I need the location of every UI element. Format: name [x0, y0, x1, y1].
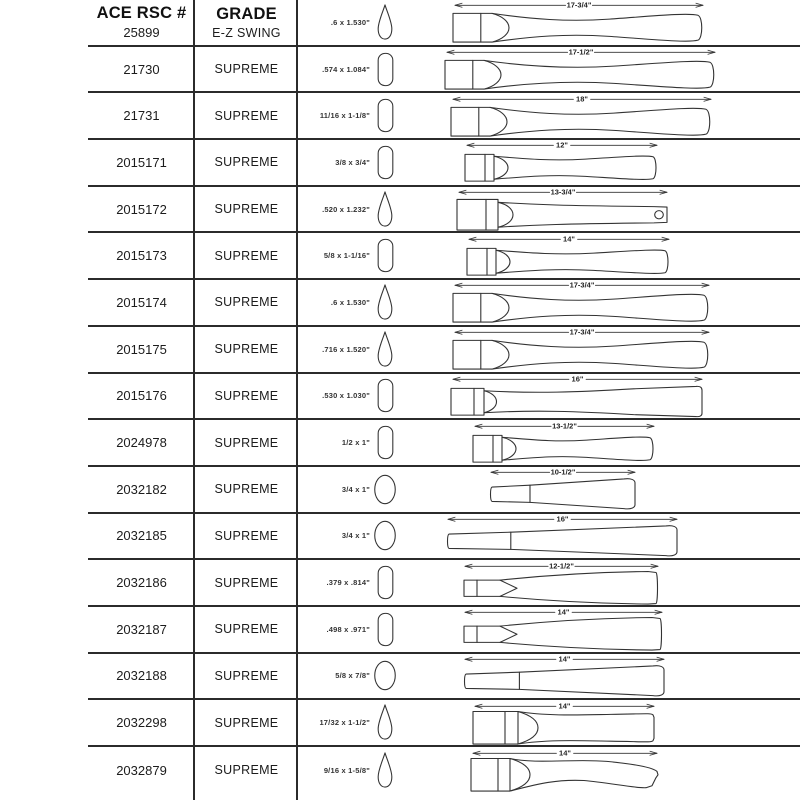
cell-grade — [195, 233, 298, 278]
eye-size-label: 5/8 x 7/8" — [335, 671, 370, 681]
grade-label: SUPREME — [214, 295, 279, 310]
grade-label: SUPREME — [214, 622, 279, 637]
grade-label: SUPREME — [214, 435, 279, 450]
handle-drawing — [400, 747, 800, 794]
length-dimension-label: 17-3/4" — [569, 281, 595, 291]
part-number: 2024978 — [116, 435, 167, 451]
part-number: 21730 — [123, 61, 160, 77]
cell-grade — [195, 607, 298, 652]
cell-grade — [195, 47, 298, 92]
length-dimension-label: 13-1/2" — [552, 421, 577, 431]
eye-size-label: 17/32 x 1-1/2" — [319, 718, 370, 728]
grade-label: E-Z SWING — [212, 25, 281, 40]
length-dimension-label: 14" — [559, 749, 571, 758]
handle-drawing — [400, 700, 800, 745]
cell-handle-spec — [298, 47, 800, 92]
eye-cross-section-icon — [370, 655, 400, 696]
length-dimension-label: 17-1/2" — [568, 47, 594, 57]
cell-part-number — [88, 467, 195, 512]
grade-label: SUPREME — [214, 342, 279, 357]
grade-label: SUPREME — [214, 575, 279, 590]
cell-grade — [195, 187, 298, 232]
cell-grade — [195, 700, 298, 745]
handle-drawing — [400, 187, 800, 232]
cell-handle-spec — [298, 747, 800, 794]
cell-grade — [195, 514, 298, 559]
eye-cross-section-icon — [370, 282, 400, 323]
part-number: 2015172 — [116, 201, 167, 217]
part-number: 2015174 — [116, 294, 167, 310]
grade-label: SUPREME — [214, 155, 279, 170]
part-number: 2015175 — [116, 341, 167, 357]
length-dimension-label: 14" — [563, 234, 575, 244]
part-number: 21731 — [123, 108, 160, 124]
cell-grade — [195, 280, 298, 325]
grade-label: SUPREME — [214, 62, 279, 77]
cell-grade — [195, 93, 298, 138]
handle-drawing — [400, 47, 800, 92]
cell-grade — [195, 560, 298, 605]
eye-cross-section-icon — [370, 375, 400, 416]
handle-drawing — [400, 514, 800, 559]
cell-part-number — [88, 374, 195, 419]
eye-cross-section-icon — [370, 702, 400, 743]
eye-cross-section-icon — [370, 142, 400, 183]
cell-handle-spec — [298, 514, 800, 559]
part-number: 2015176 — [116, 388, 167, 404]
cell-handle-spec — [298, 700, 800, 745]
eye-size-label: 3/8 x 3/4" — [335, 157, 370, 167]
column-divider-2 — [296, 0, 298, 800]
handle-drawing — [400, 233, 800, 278]
cell-handle-spec — [298, 374, 800, 419]
length-dimension-label: 18" — [576, 94, 588, 104]
cell-part-number — [88, 327, 195, 372]
cell-part-number — [88, 187, 195, 232]
handle-drawing — [400, 140, 800, 185]
cell-handle-spec — [298, 0, 800, 45]
part-number: 2032186 — [116, 575, 167, 591]
cell-part-number — [88, 654, 195, 699]
eye-cross-section-icon — [370, 609, 400, 650]
cell-part-number — [88, 560, 195, 605]
eye-cross-section-icon — [370, 2, 400, 43]
handle-drawing — [400, 0, 800, 45]
grade-label: SUPREME — [214, 715, 279, 730]
cell-handle-spec — [298, 654, 800, 699]
cell-part-number — [88, 280, 195, 325]
cell-part-number — [88, 140, 195, 185]
length-dimension-label: 16" — [556, 514, 569, 524]
part-number: 2015173 — [116, 248, 167, 264]
eye-cross-section-icon — [370, 750, 400, 791]
cell-part-number — [88, 747, 195, 794]
cell-handle-spec — [298, 93, 800, 138]
eye-size-label: .716 x 1.520" — [322, 344, 370, 354]
grade-label: SUPREME — [214, 248, 279, 263]
eye-size-label: .379 x .814" — [326, 578, 370, 588]
eye-size-label: .530 x 1.030" — [322, 391, 370, 401]
cell-part-number — [88, 700, 195, 745]
handle-drawing — [400, 327, 800, 372]
cell-handle-spec — [298, 467, 800, 512]
eye-size-label: .574 x 1.084" — [322, 64, 370, 74]
eye-size-label: .6 x 1.530" — [330, 17, 370, 27]
eye-size-label: 1/2 x 1" — [341, 438, 370, 448]
grade-label: SUPREME — [214, 482, 279, 497]
length-dimension-label: 17-3/4" — [569, 327, 595, 337]
part-number: 2032182 — [116, 481, 167, 497]
spec-table — [88, 0, 800, 800]
cell-grade — [195, 467, 298, 512]
cell-grade — [195, 747, 298, 794]
handle-drawing — [400, 280, 800, 325]
cell-grade — [195, 327, 298, 372]
cell-grade — [195, 374, 298, 419]
length-dimension-label: 13-3/4" — [550, 187, 576, 197]
cell-grade — [195, 0, 298, 45]
eye-cross-section-icon — [370, 95, 400, 136]
part-number: 25899 — [123, 25, 160, 41]
cell-handle-spec — [298, 187, 800, 232]
eye-cross-section-icon — [370, 515, 400, 556]
cell-handle-spec — [298, 327, 800, 372]
eye-size-label: .6 x 1.530" — [330, 297, 370, 307]
length-dimension-label: 17-3/4" — [566, 1, 592, 10]
eye-cross-section-icon — [370, 49, 400, 90]
grade-label: SUPREME — [214, 668, 279, 683]
handle-drawing — [400, 560, 800, 605]
eye-size-label: .520 x 1.232" — [322, 204, 370, 214]
eye-cross-section-icon — [370, 562, 400, 603]
column-header-ace-rsc: ACE RSC # — [96, 4, 187, 23]
eye-size-label: 3/4 x 1" — [341, 531, 370, 541]
handle-drawing — [400, 420, 800, 465]
cell-part-number — [88, 0, 195, 45]
eye-size-label: .498 x .971" — [326, 624, 370, 634]
part-number: 2032185 — [116, 528, 167, 544]
grade-label: SUPREME — [214, 763, 279, 778]
cell-part-number — [88, 420, 195, 465]
handle-drawing — [400, 467, 800, 512]
cell-part-number — [88, 47, 195, 92]
eye-size-label: 5/8 x 1-1/16" — [323, 251, 370, 261]
eye-size-label: 11/16 x 1-1/8" — [319, 111, 370, 121]
cell-handle-spec — [298, 607, 800, 652]
cell-grade — [195, 420, 298, 465]
part-number: 2015171 — [116, 154, 167, 170]
cell-handle-spec — [298, 233, 800, 278]
cell-handle-spec — [298, 560, 800, 605]
length-dimension-label: 14" — [558, 654, 571, 664]
length-dimension-label: 12" — [556, 141, 568, 151]
grade-label: SUPREME — [214, 108, 279, 123]
column-divider-1 — [193, 0, 195, 800]
grade-label: SUPREME — [214, 388, 279, 403]
length-dimension-label: 14" — [557, 608, 570, 617]
cell-grade — [195, 140, 298, 185]
eye-cross-section-icon — [370, 189, 400, 230]
length-dimension-label: 10-1/2" — [550, 468, 576, 477]
cell-part-number — [88, 607, 195, 652]
handle-drawing — [400, 93, 800, 138]
part-number: 2032187 — [116, 621, 167, 637]
eye-cross-section-icon — [370, 235, 400, 276]
length-dimension-label: 14" — [558, 701, 571, 711]
grade-label: SUPREME — [214, 202, 279, 217]
length-dimension-label: 12-1/2" — [549, 561, 574, 571]
cell-part-number — [88, 233, 195, 278]
part-number: 2032879 — [116, 762, 167, 778]
part-number: 2032298 — [116, 715, 167, 731]
grade-label: SUPREME — [214, 528, 279, 543]
part-number: 2032188 — [116, 668, 167, 684]
eye-cross-section-icon — [370, 329, 400, 370]
cell-part-number — [88, 514, 195, 559]
length-dimension-label: 16" — [571, 374, 584, 384]
cell-grade — [195, 654, 298, 699]
eye-cross-section-icon — [370, 422, 400, 463]
cell-handle-spec — [298, 420, 800, 465]
handle-drawing — [400, 654, 800, 699]
eye-size-label: 9/16 x 1-5/8" — [323, 765, 370, 775]
eye-cross-section-icon — [370, 469, 400, 510]
cell-handle-spec — [298, 280, 800, 325]
column-header-grade: GRADE — [216, 4, 277, 23]
handle-drawing — [400, 607, 800, 652]
cell-handle-spec — [298, 140, 800, 185]
cell-part-number — [88, 93, 195, 138]
handle-drawing — [400, 374, 800, 419]
eye-size-label: 3/4 x 1" — [341, 484, 370, 494]
